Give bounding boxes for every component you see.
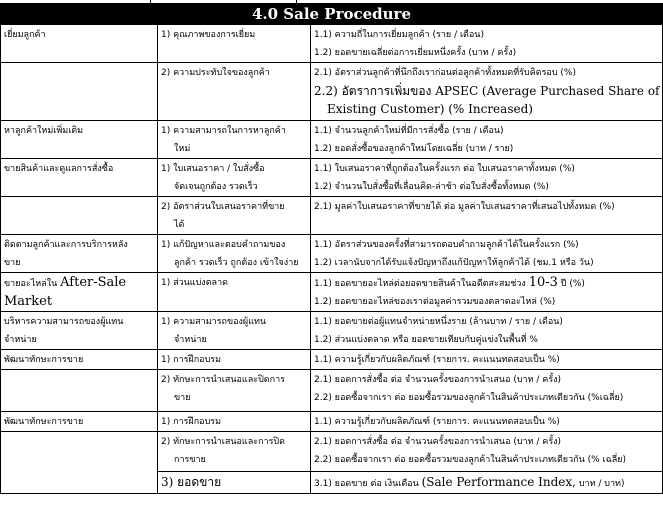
- category-cell: ติดตามลูกค้าและการบริการหลัง ขาย: [1, 235, 158, 273]
- table-row: [1, 432, 663, 472]
- factor-cell: 1) ความสามารถในการหาลูกค้า ใหม่: [158, 121, 311, 159]
- category-cell: ขายอะไหล่ใน After-Sale Market: [1, 273, 158, 312]
- category-cell: บริหารความสามารถของผู้แทน จำหน่าย: [1, 312, 158, 350]
- category-cell: [1, 63, 158, 121]
- table-row: [1, 63, 663, 121]
- table-row: [1, 235, 663, 273]
- factor-cell: 3) ยอดขาย: [158, 472, 311, 494]
- factor-cell: 2) ความประทับใจของลูกค้า: [158, 63, 311, 121]
- indicator-cell: 1.1) ความรู้เกี่ยวกับผลิตภัณฑ์ (รายการ. คะแนนทดสอบเป็น %): [311, 412, 663, 432]
- indicator-cell: 1.1) ความถี่ในการเยี่ยมลูกค้า (ราย / เดือน) 1.2) ยอดขายเฉลี่ยต่อการเยี่ยมหนึ่งครั้ง (บาท / ครั้ง): [311, 25, 663, 63]
- table-row: [1, 412, 663, 432]
- factor-cell: 2) ทักษะการนำเสนอและการปิด การขาย: [158, 432, 311, 472]
- table-row: [1, 312, 663, 350]
- category-cell: พัฒนาทักษะการขาย: [1, 412, 158, 432]
- page-title: 4.0 Sale Procedure: [0, 4, 663, 24]
- indicator-cell: 1.1) ยอดขายอะไหล่ต่อยอดขายสินค้าในอดีตสะสมช่วง 10-3 ปี (%) 1.2) ยอดขายอะไหล่ของเราต่อมูลค่ารวมของตลาดอะไหล่ (%): [311, 273, 663, 312]
- indicator-cell: 2.1) ยอดการสั่งซื้อ ต่อ จำนวนครั้งของการนำเสนอ (บาท / ครั้ง) 2.2) ยอดซื้อจากเรา ต่อ ยอมซื้อรวมของลูกค้าในสินค้าประเภทเดียวกัน (%เฉลี่ย): [311, 370, 663, 412]
- factor-cell: 2) อัตราส่วนใบเสนอราคาที่ขาย ได้: [158, 197, 311, 235]
- table-row: [1, 472, 663, 494]
- factor-cell: 1) ส่วนแบ่งตลาด: [158, 273, 311, 312]
- indicator-cell: 2.1) มูลค่าใบเสนอราคาที่ขายได้ ต่อ มูลค่าใบเสนอราคาที่เสนอไปทั้งหมด (%): [311, 197, 663, 235]
- table-row: [1, 273, 663, 312]
- indicator-cell: 1.1) จำนวนลูกค้าใหม่ที่มีการสั่งซื้อ (ราย / เดือน) 1.2) ยอดสั่งซื้อของลูกค้าใหม่โดยเฉลี่ย (บาท / ราย): [311, 121, 663, 159]
- table-row: [1, 121, 663, 159]
- table-row: [1, 197, 663, 235]
- indicator-cell: 1.1) ความรู้เกี่ยวกับผลิตภัณฑ์ (รายการ. คะแนนทดสอบเป็น %): [311, 350, 663, 370]
- factor-cell: 1) ความสามารถของผู้แทน จำหน่าย: [158, 312, 311, 350]
- indicator-cell: 2.1) อัตราส่วนลูกค้าที่นึกถึงเราก่อนต่อลูกค้าทั้งหมดที่รับคิดรอบ (%) 2.2) อัตราการเพิ่มของ APSEC (Average Purchased Share of Existing Customer) (% Increased): [311, 63, 663, 121]
- factor-cell: 2) ทักษะการนำเสนอและปิดการ ขาย: [158, 370, 311, 412]
- table-row: [1, 350, 663, 370]
- category-cell: [1, 432, 158, 472]
- indicator-cell: 1.1) ใบเสนอราคาที่ถูกต้องในครั้งแรก ต่อ ใบเสนอราคาทั้งหมด (%) 1.2) จำนวนใบสั่งซื้อที่เลื่อนคิด-ล่าช้า ต่อใบสั่งซื้อทั้งหมด (%): [311, 159, 663, 197]
- factor-cell: 1) แก้ปัญหาและตอบคำถามของ ลูกค้า รวดเร็ว ถูกต้อง เข้าใจง่าย: [158, 235, 311, 273]
- sale-procedure-table: [0, 24, 663, 494]
- category-cell: หาลูกค้าใหม่เพิ่มเติม: [1, 121, 158, 159]
- table-row: [1, 370, 663, 412]
- factor-cell: 1) การฝึกอบรม: [158, 350, 311, 370]
- category-cell: ขายสินค้าและดูแลการสั่งซื้อ: [1, 159, 158, 197]
- category-cell: [1, 472, 158, 494]
- factor-cell: 1) ใบเสนอราคา / ใบสั่งซื้อ จัดเจนถูกต้อง รวดเร็ว: [158, 159, 311, 197]
- indicator-cell: 1.1) อัตราส่วนของครั้งที่สามารถตอบคำถามลูกค้าได้ในครั้งแรก (%) 1.2) เวลานับจากได้รับแจ้งปัญหาถึงแก้ปัญหาให้ลูกค้าได้ (ชม.1 หรือ วัน): [311, 235, 663, 273]
- category-cell: [1, 370, 158, 412]
- table-row: [1, 25, 663, 63]
- category-cell: เยี่ยมลูกค้า: [1, 25, 158, 63]
- indicator-cell: 3.1) ยอดขาย ต่อ เงินเดือน (Sale Performance Index, บาท / บาท): [311, 472, 663, 494]
- table-row: [1, 159, 663, 197]
- indicator-cell: 1.1) ยอดขายต่อผู้แทนจำหน่ายหนึ่งราย (ล้านบาท / ราย / เดือน) 1.2) ส่วนแบ่งตลาด หรือ ยอดขายเทียบกับคู่แข่งในพื้นที่ %: [311, 312, 663, 350]
- category-cell: พัฒนาทักษะการขาย: [1, 350, 158, 370]
- factor-cell: 1) คุณภาพของการเยี่ยม: [158, 25, 311, 63]
- category-cell: [1, 197, 158, 235]
- indicator-cell: 2.1) ยอดการสั่งซื้อ ต่อ จำนวนครั้งของการนำเสนอ (บาท / ครั้ง) 2.2) ยอดซื้อจากเรา ต่อ ยอดซื้อรวมของลูกค้าในสินค้าประเภทเดียวกัน (% เฉลี่ย): [311, 432, 663, 472]
- factor-cell: 1) การฝึกอบรม: [158, 412, 311, 432]
